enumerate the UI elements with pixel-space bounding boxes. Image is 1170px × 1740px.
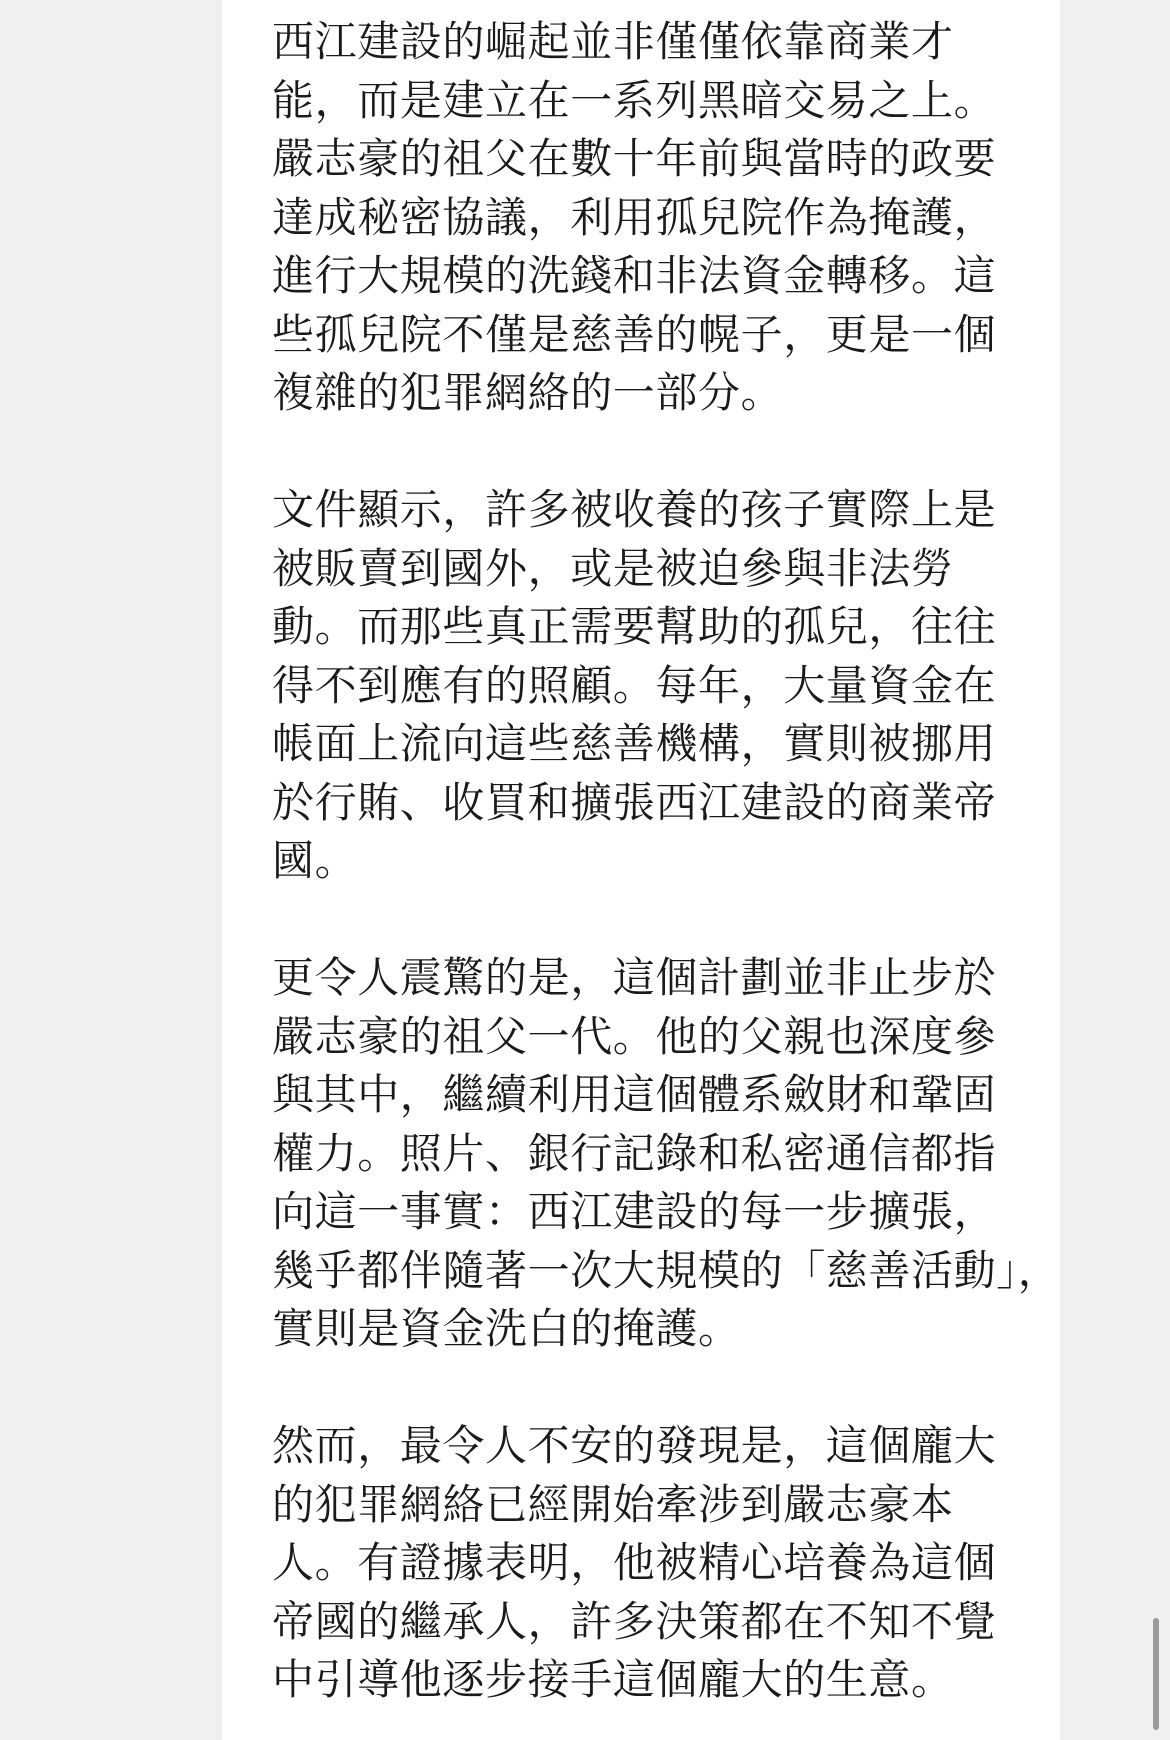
text-line: 西江建設的崛起並非僅僅依靠商業才 (272, 17, 954, 66)
text-line: 人。有證據表明，他被精心培養為這個 (272, 1538, 997, 1587)
paragraph-1 (272, 13, 997, 423)
paragraph-3 (272, 949, 1061, 1359)
text-line: 然而，最令人不安的發現是，這個龐大 (272, 1421, 997, 1470)
text-line: 權力。照片、銀行記錄和私密通信都指 (272, 1128, 997, 1178)
text-line: 進行大規模的洗錢和非法資金轉移。這 (272, 251, 997, 300)
text-line: 些孤兒院不僅是慈善的幌子，更是一個 (272, 309, 997, 359)
text-line: 嚴志豪的祖父在數十年前與當時的政要 (272, 134, 997, 183)
text-line: 向這一事實：西江建設的每一步擴張， (272, 1187, 997, 1236)
text-line: 中引導他逐步接手這個龐大的生意。 (272, 1655, 954, 1704)
text-line: 帳面上流向這些慈善機構，實則被挪用 (272, 719, 997, 768)
story-text (272, 13, 1061, 1710)
scrollbar-thumb[interactable] (1153, 1618, 1159, 1730)
text-line: 實則是資金洗白的掩護。 (272, 1304, 741, 1353)
text-line: 的犯罪網絡已經開始牽涉到嚴志豪本 (272, 1479, 954, 1529)
text-line: 能，而是建立在一系列黑暗交易之上。 (272, 75, 997, 125)
text-line: 動。而那些真正需要幫助的孤兒，往往 (272, 602, 997, 651)
paragraph-4 (272, 1417, 997, 1710)
text-line: 嚴志豪的祖父一代。他的父親也深度參 (272, 1011, 997, 1061)
text-line: 得不到應有的照顧。每年，大量資金在 (272, 660, 997, 710)
text-line: 複雜的犯罪網絡的一部分。 (272, 368, 784, 417)
text-line: 國。 (272, 836, 358, 885)
paragraph-2 (272, 481, 997, 891)
scrollbar-track[interactable] (1152, 0, 1164, 1740)
text-line: 達成秘密協議，利用孤兒院作為掩護， (272, 192, 997, 242)
text-line: 與其中，繼續利用這個體系斂財和鞏固 (272, 1070, 997, 1119)
text-line: 被販賣到國外，或是被迫參與非法勞 (272, 543, 954, 593)
text-line: 文件顯示，許多被收養的孩子實際上是 (272, 485, 997, 534)
text-line: 於行賄、收買和擴張西江建設的商業帝 (272, 777, 997, 827)
text-line: 更令人震驚的是，這個計劃並非止步於 (272, 953, 997, 1002)
text-line: 帝國的繼承人，許多決策都在不知不覺 (272, 1596, 997, 1646)
text-line: 幾乎都伴隨著一次大規模的「慈善活動」， (272, 1245, 1061, 1295)
